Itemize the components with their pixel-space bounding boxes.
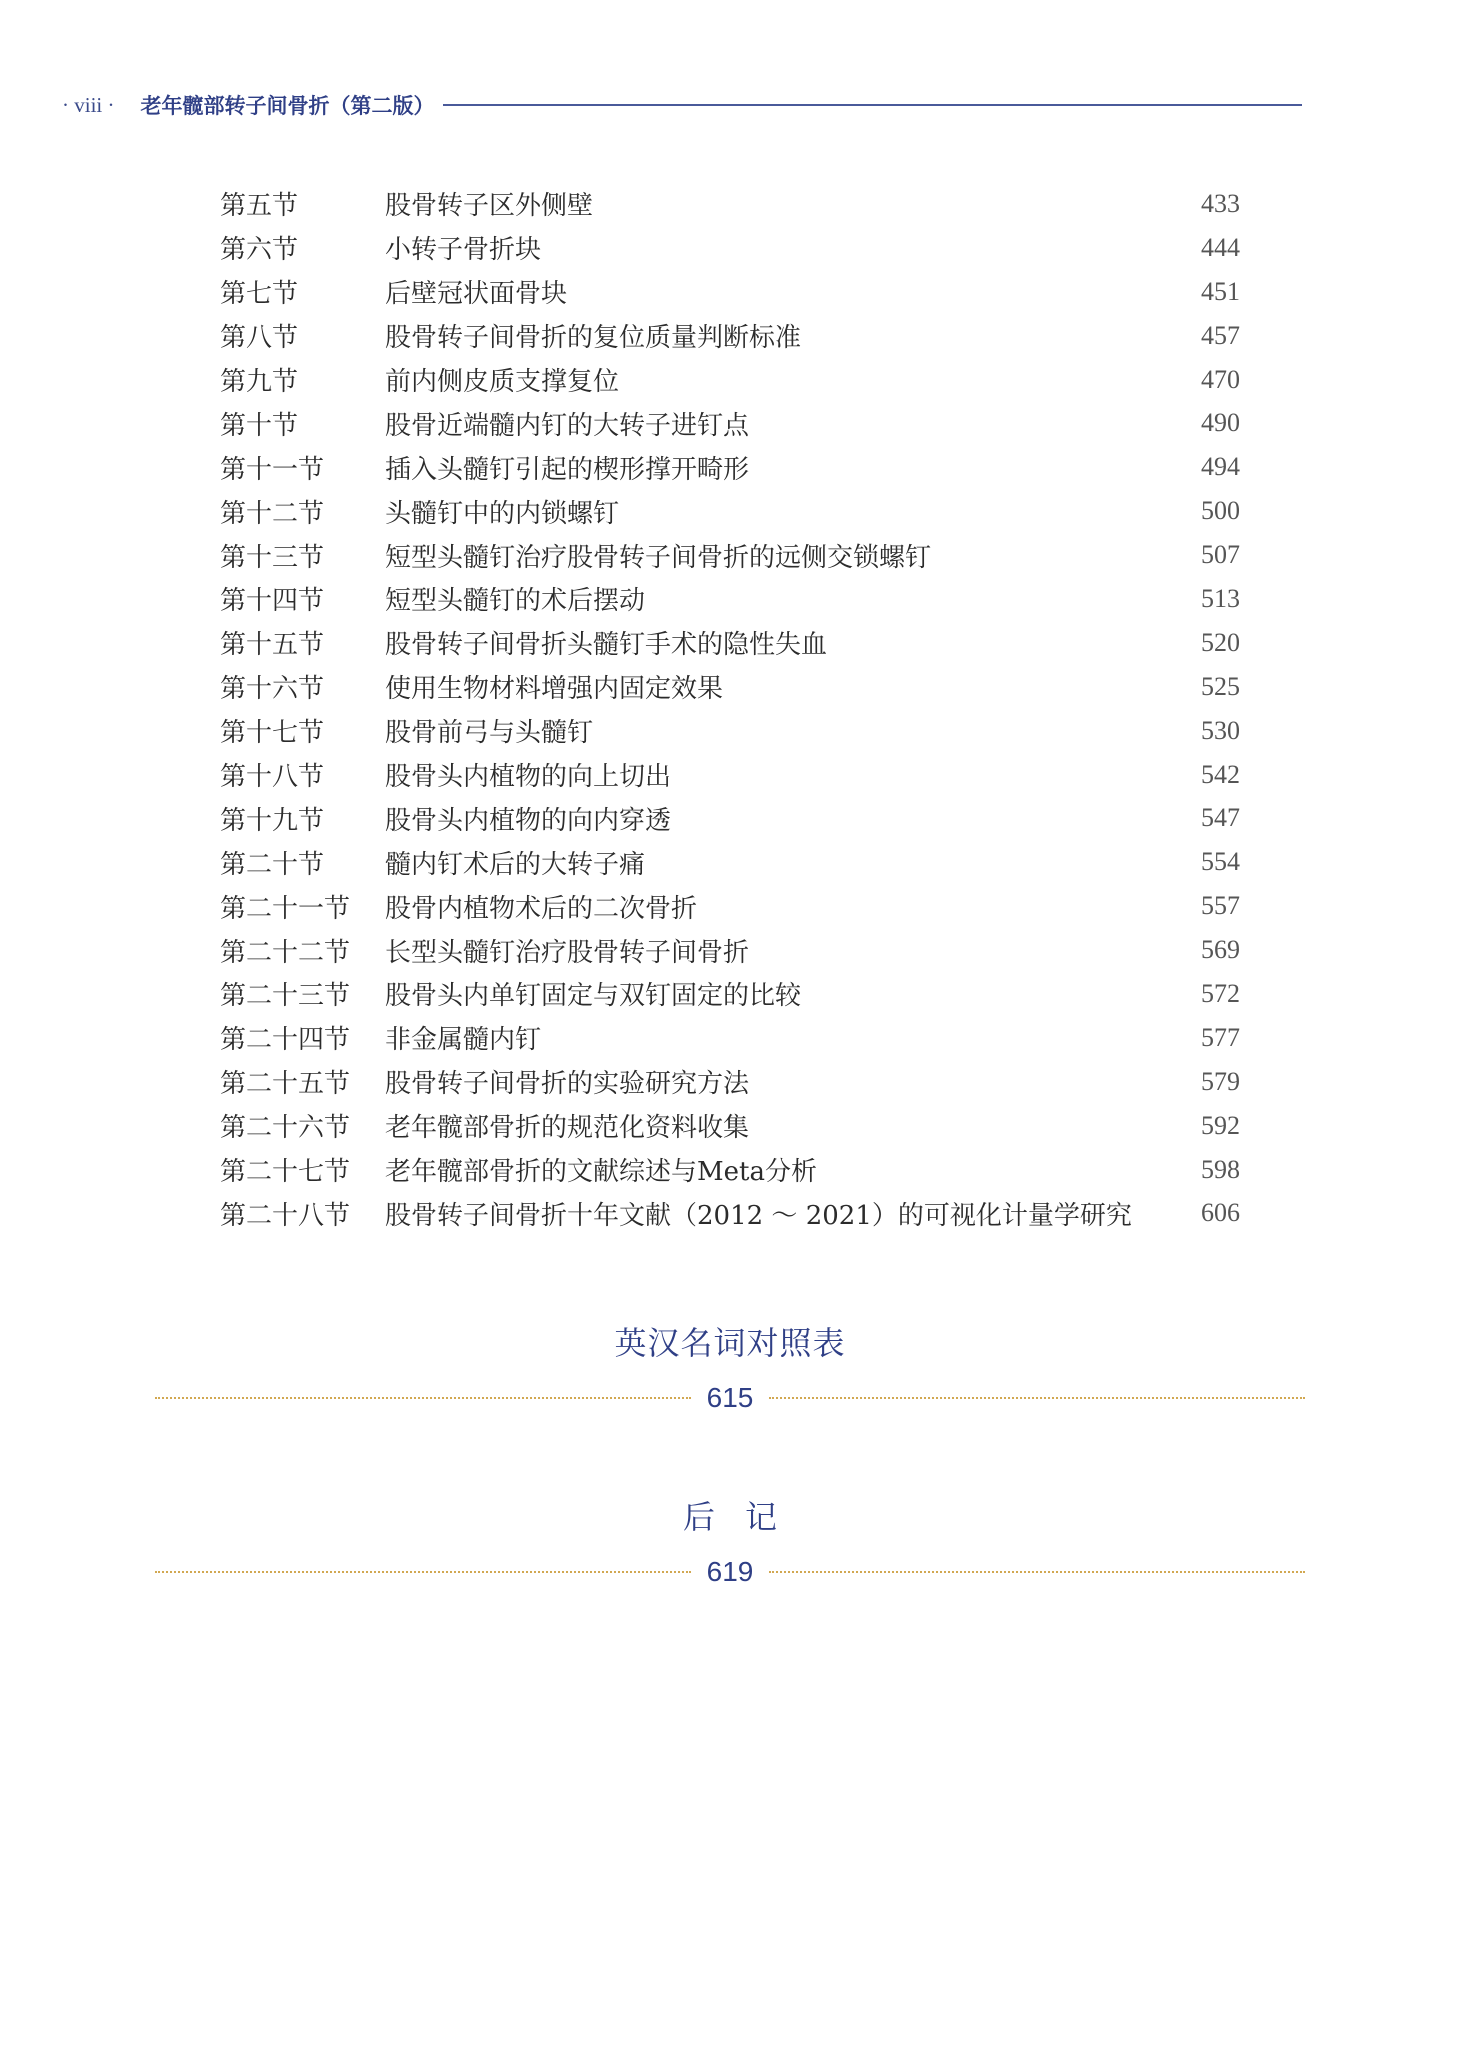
toc-section-title: 长型头髓钉治疗股骨转子间骨折 xyxy=(385,937,750,968)
toc-page-number: 592 xyxy=(1201,1110,1240,1140)
table-of-contents xyxy=(220,182,1240,1235)
toc-page-number: 557 xyxy=(1201,891,1240,921)
toc-entry[interactable] xyxy=(220,1148,1240,1192)
toc-section-title: 股骨转子间骨折的实验研究方法 xyxy=(385,1069,750,1100)
toc-section-title: 髓内钉术后的大转子痛 xyxy=(385,849,646,880)
toc-entry[interactable] xyxy=(220,1016,1240,1060)
backmatter-glossary xyxy=(155,1318,1305,1414)
backmatter-afterword xyxy=(155,1492,1305,1588)
toc-entry[interactable] xyxy=(220,577,1240,621)
toc-page-number: 470 xyxy=(1201,364,1240,394)
toc-page-number: 577 xyxy=(1201,1022,1240,1052)
toc-section-number: 第十三节 xyxy=(220,542,325,573)
toc-section-title: 短型头髓钉治疗股骨转子间骨折的远侧交锁螺钉 xyxy=(385,542,932,573)
toc-entry[interactable] xyxy=(220,358,1240,402)
toc-section-title: 插入头髓钉引起的楔形撑开畸形 xyxy=(385,454,750,485)
toc-section-number: 第十五节 xyxy=(220,630,325,661)
toc-section-number: 第十七节 xyxy=(220,718,325,749)
toc-section-number: 第九节 xyxy=(220,367,299,397)
toc-section-number: 第二十四节 xyxy=(220,1025,351,1056)
toc-section-title: 股骨转子间骨折头髓钉手术的隐性失血 xyxy=(385,630,828,661)
toc-page-number: 542 xyxy=(1201,759,1240,789)
toc-section-number: 第二十五节 xyxy=(220,1069,351,1100)
toc-entry[interactable] xyxy=(220,709,1240,753)
toc-page-number: 547 xyxy=(1201,803,1240,833)
running-header xyxy=(62,90,1302,120)
book-title: 老年髋部转子间骨折（第二版） xyxy=(140,93,435,118)
toc-entry[interactable] xyxy=(220,1104,1240,1148)
toc-page-number: 554 xyxy=(1201,847,1240,877)
toc-entry[interactable] xyxy=(220,314,1240,358)
toc-page-number: 494 xyxy=(1201,452,1240,482)
toc-section-number: 第二十七节 xyxy=(220,1157,351,1188)
toc-section-title: 使用生物材料增强内固定效果 xyxy=(385,674,724,705)
toc-entry[interactable] xyxy=(220,401,1240,445)
toc-entry[interactable] xyxy=(220,753,1240,797)
toc-entry[interactable] xyxy=(220,1191,1240,1235)
toc-section-title: 老年髋部骨折的规范化资料收集 xyxy=(385,1113,750,1144)
afterword-page-line xyxy=(155,1556,1305,1588)
toc-page-number: 500 xyxy=(1201,496,1240,526)
toc-page-number: 457 xyxy=(1201,320,1240,350)
toc-page-number: 525 xyxy=(1201,671,1240,701)
toc-section-number: 第二十二节 xyxy=(220,937,351,968)
toc-section-number: 第八节 xyxy=(220,323,299,354)
toc-section-title: 股骨头内植物的向上切出 xyxy=(385,762,672,793)
toc-section-title: 股骨转子区外侧壁 xyxy=(385,191,594,222)
toc-page-number: 606 xyxy=(1201,1198,1240,1228)
toc-entry[interactable] xyxy=(220,489,1240,533)
toc-page-number: 572 xyxy=(1201,978,1240,1008)
toc-entry[interactable] xyxy=(220,796,1240,840)
toc-entry[interactable] xyxy=(220,972,1240,1016)
toc-page-number: 579 xyxy=(1201,1066,1240,1096)
toc-page-number: 520 xyxy=(1201,627,1240,657)
page-folio: · viii · xyxy=(62,92,115,117)
toc-section-number: 第二十三节 xyxy=(220,981,351,1012)
toc-section-title: 短型头髓钉的术后摆动 xyxy=(385,586,646,617)
toc-page-number: 433 xyxy=(1201,188,1240,218)
dotted-rule-right xyxy=(769,1571,1305,1573)
toc-page-number: 598 xyxy=(1201,1154,1240,1184)
toc-section-number: 第七节 xyxy=(220,279,299,310)
toc-section-number: 第五节 xyxy=(220,191,299,222)
toc-entry[interactable] xyxy=(220,621,1240,665)
toc-section-title: 股骨头内植物的向内穿透 xyxy=(385,805,672,836)
glossary-page-number: 615 xyxy=(706,1382,754,1413)
toc-section-number: 第十八节 xyxy=(220,762,325,793)
toc-section-number: 第二十一节 xyxy=(220,893,351,924)
toc-section-number: 第二十六节 xyxy=(220,1113,351,1144)
glossary-heading: 英汉名词对照表 xyxy=(614,1324,846,1362)
toc-section-number: 第十节 xyxy=(220,410,299,441)
toc-entry[interactable] xyxy=(220,884,1240,928)
toc-page-number: 490 xyxy=(1201,408,1240,438)
toc-entry[interactable] xyxy=(220,533,1240,577)
toc-section-title: 后壁冠状面骨块 xyxy=(385,279,568,310)
header-rule xyxy=(443,104,1303,106)
toc-section-title: 股骨转子间骨折十年文献（2012 ～ 2021）的可视化计量学研究 xyxy=(385,1200,1132,1231)
toc-section-number: 第二十节 xyxy=(220,849,325,880)
toc-section-title: 股骨近端髓内钉的大转子进钉点 xyxy=(385,410,750,441)
toc-section-title: 股骨头内单钉固定与双钉固定的比较 xyxy=(385,981,802,1012)
toc-section-title: 股骨内植物术后的二次骨折 xyxy=(385,893,698,924)
toc-entry[interactable] xyxy=(220,270,1240,314)
toc-section-number: 第二十八节 xyxy=(220,1200,351,1231)
toc-section-title: 小转子骨折块 xyxy=(385,235,542,266)
glossary-page-line xyxy=(155,1382,1305,1414)
toc-section-title: 老年髋部骨折的文献综述与Meta分析 xyxy=(385,1157,817,1188)
toc-entry[interactable] xyxy=(220,665,1240,709)
toc-section-number: 第十九节 xyxy=(220,805,325,836)
toc-section-title: 头髓钉中的内锁螺钉 xyxy=(385,498,620,529)
dotted-rule-left xyxy=(155,1571,691,1573)
toc-entry[interactable] xyxy=(220,182,1240,226)
toc-entry[interactable] xyxy=(220,928,1240,972)
toc-section-number: 第十二节 xyxy=(220,498,325,529)
toc-page-number: 451 xyxy=(1201,276,1240,306)
toc-page-number: 513 xyxy=(1201,583,1240,613)
toc-section-number: 第六节 xyxy=(220,235,299,266)
toc-page-number: 507 xyxy=(1201,540,1240,570)
toc-entry[interactable] xyxy=(220,445,1240,489)
toc-entry[interactable] xyxy=(220,226,1240,270)
toc-section-title: 股骨前弓与头髓钉 xyxy=(385,718,594,749)
afterword-heading: 后记 xyxy=(682,1498,807,1536)
toc-section-number: 第十四节 xyxy=(220,586,325,617)
dotted-rule-left xyxy=(155,1397,691,1399)
toc-page-number: 569 xyxy=(1201,935,1240,965)
toc-entry[interactable] xyxy=(220,1060,1240,1104)
toc-section-title: 股骨转子间骨折的复位质量判断标准 xyxy=(385,323,802,354)
toc-section-number: 第十一节 xyxy=(220,454,325,485)
toc-section-number: 第十六节 xyxy=(220,674,325,705)
toc-page-number: 444 xyxy=(1201,232,1240,262)
afterword-page-number: 619 xyxy=(706,1556,754,1587)
toc-section-title: 前内侧皮质支撑复位 xyxy=(385,367,620,397)
toc-page-number: 530 xyxy=(1201,715,1240,745)
dotted-rule-right xyxy=(769,1397,1305,1399)
toc-section-title: 非金属髓内钉 xyxy=(385,1025,542,1056)
toc-entry[interactable] xyxy=(220,840,1240,884)
